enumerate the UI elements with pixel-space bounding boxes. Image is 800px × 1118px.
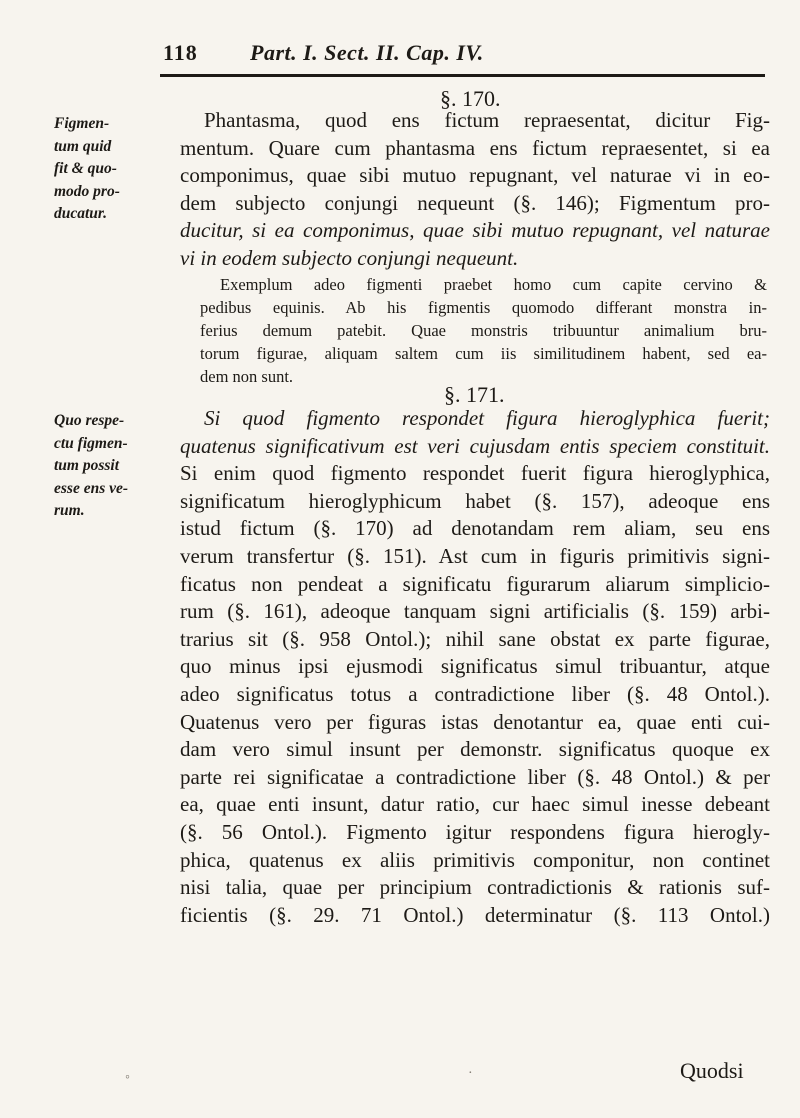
text-line: rum (§. 161), adeoque tanquam signi artificialis (§. 159) arbi- xyxy=(180,599,770,624)
margin-line: tum possit xyxy=(54,457,120,474)
running-title: Part. I. Sect. II. Cap. IV. xyxy=(250,40,484,65)
margin-line: Quo respe- xyxy=(54,412,125,429)
text-line: quo minus ipsi ejusmodi significatus simul tribuantur, atque xyxy=(180,654,770,679)
text-line: ficientis (§. 29. 71 Ontol.) determinatur (§. 113 Ontol.) xyxy=(180,902,770,927)
text-line: phica, quatenus ex aliis primitivis componitur, non continet xyxy=(180,847,770,872)
text-line: verum transfertur (§. 151). Ast cum in figuris primitivis signi- xyxy=(180,543,770,568)
margin-line: ctu figmen- xyxy=(54,434,128,452)
text-line: dam vero simul insunt per demonstr. significatus quoque ex xyxy=(180,737,770,762)
margin-line: Figmen- xyxy=(54,115,110,132)
text-line: parte rei significatae a contradictione liber (§. 48 Ontol.) & per xyxy=(180,764,770,789)
text-line: ficatus non pendeat a significatu figurarum aliarum simplicio- xyxy=(180,571,770,596)
example-line: dem non sunt. xyxy=(200,367,294,386)
text-line: nisi talia, quae per principium contradictionis & rationis suf- xyxy=(180,875,770,900)
text-line: adeo significatus totus a contradictione liber (§. 48 Ontol.). xyxy=(180,681,770,706)
text-line: Si enim quod figmento respondet fuerit figura hieroglyphica, xyxy=(180,461,770,486)
header-rule xyxy=(160,74,765,77)
text-line: quatenus significativum est veri cujusdam entis speciem constituit. xyxy=(180,433,770,458)
margin-note-170 xyxy=(54,113,154,226)
text-line: ducitur, si ea componimus, quae sibi mutuo repugnant, vel naturae xyxy=(180,218,770,243)
text-line: (§. 56 Ontol.). Figmento igitur respondens figura hierogly- xyxy=(180,819,770,844)
text-line: significatum hieroglyphicum habet (§. 157), adeoque ens xyxy=(180,488,770,513)
margin-line: tum quid xyxy=(54,137,112,155)
margin-line: fit & quo- xyxy=(54,160,117,177)
text-line: istud fictum (§. 170) ad denotandam rem aliam, seu ens xyxy=(180,516,770,541)
margin-line: rum. xyxy=(54,502,85,519)
text-line: componimus, quae sibi mutuo repugnant, vel naturae vi in eo- xyxy=(180,163,770,188)
text-line: Phantasma, quod ens fictum repraesentat, dicitur Fig- xyxy=(204,108,770,132)
example-line: ferius demum patebit. Quae monstris tribuuntur animalium bru- xyxy=(200,321,767,340)
paragraph-171 xyxy=(180,405,770,929)
section-heading-170: §. 170. xyxy=(440,86,501,111)
text-line: mentum. Quare cum phantasma ens fictum repraesentet, si ea xyxy=(180,135,770,160)
example-170 xyxy=(200,273,767,388)
text-line: Si quod figmento respondet figura hieroglyphica fuerit; xyxy=(204,406,770,430)
paragraph-170 xyxy=(180,107,770,273)
page-number: 118 xyxy=(163,40,198,65)
text-line: ea, quae enti insunt, datur ratio, cur haec simul inesse debeant xyxy=(180,792,770,817)
paper-blemish: ◦ xyxy=(125,1070,130,1085)
text-line: trarius sit (§. 958 Ontol.); nihil sane obstat ex parte figurae, xyxy=(180,626,770,651)
margin-note-171 xyxy=(54,410,154,523)
margin-line: esse ens ve- xyxy=(54,479,129,497)
example-line: pedibus equinis. Ab his figmentis quomodo differant monstra in- xyxy=(200,298,767,317)
section-heading-171: §. 171. xyxy=(444,382,505,407)
margin-line: ducatur. xyxy=(54,205,107,222)
text-line: dem subjecto conjungi nequeunt (§. 146); Figmentum pro- xyxy=(180,190,770,215)
text-line: vi in eodem subjecto conjungi nequeunt. xyxy=(180,245,519,270)
paper-blemish: · xyxy=(468,1066,473,1081)
example-line: torum figurae, aliquam saltem cum iis similitudinem habent, sed ea- xyxy=(200,344,767,363)
margin-line: modo pro- xyxy=(54,182,120,200)
example-line: Exemplum adeo figmenti praebet homo cum capite cervino & xyxy=(220,275,767,294)
text-line: Quatenus vero per figuras istas denotantur ea, quae enti cui- xyxy=(180,709,770,734)
catchword: Quodsi xyxy=(680,1058,744,1083)
